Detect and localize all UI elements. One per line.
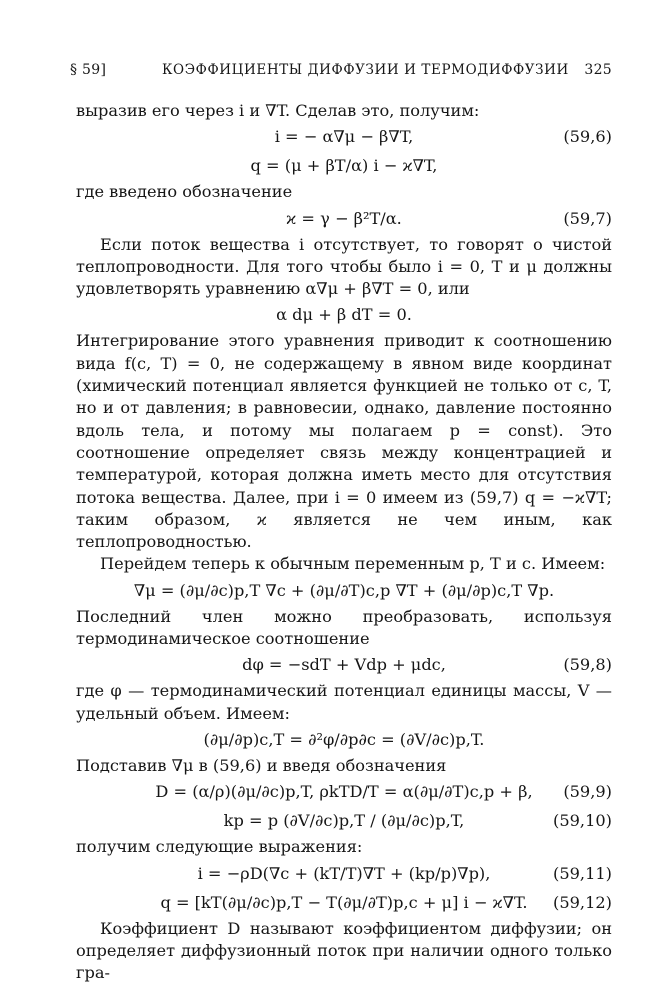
equation-maxwell-formula: (∂μ/∂p)c,T = ∂²φ/∂p∂c = (∂V/∂c)p,T. [203, 729, 485, 749]
paragraph-2: где введено обозначение [76, 182, 293, 202]
equation-59-6a-formula: i = − α∇μ − β∇T, [274, 127, 414, 147]
paragraph-6: Последний член можно преобразовать, используя термодинамическое соотношение [76, 606, 612, 649]
section-marker: § 59] [70, 62, 107, 78]
paragraph-1: выразив его через i и ∇T. Сделав это, получим: [76, 101, 480, 120]
running-header [70, 62, 612, 86]
paragraph-9: получим следующие выражения: [76, 837, 363, 857]
equation-59-6b [76, 152, 612, 180]
equation-59-11 [76, 860, 612, 888]
equation-59-7-formula: ϰ = γ − β²T/α. [286, 208, 402, 228]
paragraph-4: Интегрирование этого уравнения приводит к соотношению вида f(c, T) = 0, не содержащему в явном виде координат (химический потенциал является функцией не только от c, T, но и от давления; в равновесии, однако, давление постоянно вдоль тела, и потому мы полагаем p = const). Это соотношение определяет связь между концентрацией и температурой, которая должна иметь место для отсутствия потока вещества. Далее, при i = 0 имеем из (59,7) q = −ϰ∇T; таким образом, ϰ является не чем иным, как теплопроводностью. [76, 331, 612, 552]
equation-59-7 [76, 205, 612, 233]
equation-maxwell [76, 726, 612, 754]
page-body [76, 100, 612, 984]
equation-59-8-number: (59,8) [563, 655, 612, 675]
equation-differential [76, 301, 612, 329]
equation-59-10 [76, 807, 612, 835]
equation-59-10-number: (59,10) [553, 811, 612, 831]
equation-59-11-formula: i = −ρD(∇c + (kT/T)∇T + (kp/p)∇p), [197, 863, 491, 883]
paragraph-8: Подставив ∇μ в (59,6) и введя обозначения [76, 755, 447, 775]
equation-59-12-formula: q = [kT(∂μ/∂c)p,T − T(∂μ/∂T)p,c + μ] i − ϰ∇T. [160, 892, 528, 912]
equation-59-9 [76, 778, 612, 806]
paragraph-7: где φ — термодинамический потенциал единицы массы, V — удельный объем. Имеем: [76, 681, 612, 723]
equation-59-6a [76, 123, 612, 151]
equation-59-12-number: (59,12) [553, 892, 612, 912]
equation-59-7-number: (59,7) [563, 208, 612, 228]
equation-59-6-number: (59,6) [563, 127, 612, 147]
paragraph-10: Коэффициент D называют коэффициентом диффузии; он определяет диффузионный поток при наличии одного только гра- [76, 918, 612, 983]
equation-59-10-formula: kp = p (∂V/∂c)p,T / (∂μ/∂c)p,T, [223, 811, 465, 831]
equation-59-8 [76, 651, 612, 679]
equation-grad-mu-formula: ∇μ = (∂μ/∂c)p,T ∇c + (∂μ/∂T)c,p ∇T + (∂μ/∂p)c,T ∇p. [133, 580, 555, 600]
chapter-title: КОЭФФИЦИЕНТЫ ДИФФУЗИИ И ТЕРМОДИФФУЗИИ [162, 62, 569, 78]
page-number: 325 [584, 62, 612, 78]
equation-grad-mu [76, 577, 612, 605]
equation-differential-formula: α dμ + β dT = 0. [276, 305, 412, 325]
equation-59-12 [76, 889, 612, 917]
equation-59-11-number: (59,11) [553, 863, 612, 883]
paragraph-3: Если поток вещества i отсутствует, то говорят о чистой теплопроводности. Для того чтобы было i = 0, T и μ должны удовлетворять уравнению α∇μ + β∇T = 0, или [76, 234, 612, 299]
equation-59-9-formula: D = (α/ρ)(∂μ/∂c)p,T, ρkTD/T = α(∂μ/∂T)c,p + β, [155, 782, 533, 802]
equation-59-6b-formula: q = (μ + βT/α) i − ϰ∇T, [250, 156, 438, 176]
paragraph-5: Перейдем теперь к обычным переменным p, T и c. Имеем: [100, 554, 606, 574]
equation-59-9-number: (59,9) [563, 782, 612, 802]
equation-59-8-formula: dφ = −sdT + Vdp + μdc, [242, 655, 446, 675]
